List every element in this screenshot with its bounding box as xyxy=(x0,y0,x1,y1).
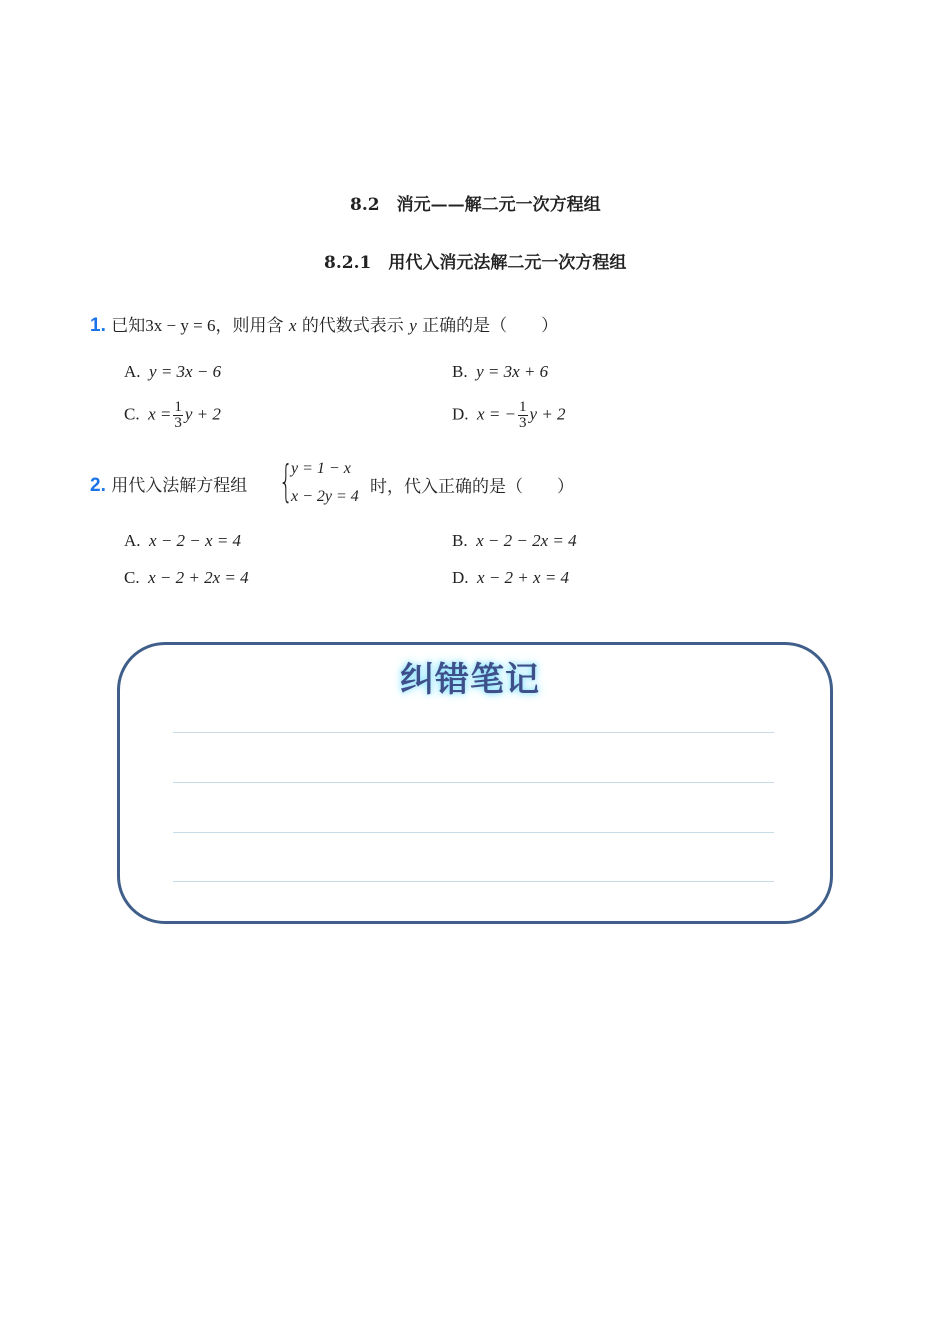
denominator: 3 xyxy=(174,415,182,431)
option-a[interactable] xyxy=(124,531,241,551)
system-equation-2: x − 2y = 4 xyxy=(291,488,359,505)
option-value: x − 2 + 2x = 4 xyxy=(148,568,249,587)
note-line xyxy=(173,732,774,733)
variable: y xyxy=(409,316,417,335)
option-label: D. xyxy=(452,568,469,587)
stem-text: 已知 xyxy=(111,316,146,336)
section-title: 8.2 消元——解二元一次方程组 xyxy=(350,195,601,215)
option-value: x − 2 − x = 4 xyxy=(149,531,242,550)
numerator: 1 xyxy=(174,399,182,415)
option-d[interactable] xyxy=(452,400,566,431)
question-number: 2. xyxy=(90,475,106,496)
option-label: C. xyxy=(124,568,140,587)
option-value: x = − xyxy=(477,404,517,424)
denominator: 3 xyxy=(519,415,527,431)
option-label: D. xyxy=(452,404,469,424)
option-value: y = 3x − 6 xyxy=(149,362,222,381)
brace-icon: { xyxy=(279,456,293,507)
option-a[interactable] xyxy=(124,362,221,382)
option-label: C. xyxy=(124,404,140,424)
fraction xyxy=(518,400,528,431)
subsection-title: 8.2.1 用代入消元法解二元一次方程组 xyxy=(324,253,627,273)
variable: x xyxy=(288,316,297,335)
numerator: 1 xyxy=(519,399,527,415)
option-label: A. xyxy=(124,531,141,550)
option-c[interactable] xyxy=(124,400,221,431)
option-d[interactable] xyxy=(452,568,569,588)
option-label: B. xyxy=(452,362,468,381)
option-label: A. xyxy=(124,362,141,381)
option-value: x − 2 − 2x = 4 xyxy=(476,531,577,550)
equation: 3x − y = 6 xyxy=(145,316,216,335)
note-line xyxy=(173,832,774,833)
note-line xyxy=(173,881,774,882)
option-b[interactable] xyxy=(452,362,548,382)
option-value: y = 3x + 6 xyxy=(476,362,549,381)
stem-text: 时，代入正确的是（ ） xyxy=(370,477,574,497)
notes-title: 纠错笔记 xyxy=(400,660,540,700)
note-line xyxy=(173,782,774,783)
question-1-stem xyxy=(90,311,558,337)
option-value: x − 2 + x = 4 xyxy=(477,568,570,587)
stem-text: 的代数式表示 xyxy=(301,316,404,336)
option-value: x = xyxy=(148,404,172,424)
option-value: y + 2 xyxy=(184,404,221,424)
question-number: 1. xyxy=(90,315,106,336)
stem-text: 用代入法解方程组 xyxy=(111,476,248,496)
option-c[interactable] xyxy=(124,568,249,588)
stem-text: 正确的是（ ） xyxy=(422,316,559,336)
system-equation-1: y = 1 − x xyxy=(291,460,351,477)
option-b[interactable] xyxy=(452,531,577,551)
stem-text: ，则用含 xyxy=(215,316,284,336)
option-label: B. xyxy=(452,531,468,550)
option-value: y + 2 xyxy=(529,404,566,424)
fraction xyxy=(173,400,183,431)
question-2-stem xyxy=(90,471,247,497)
